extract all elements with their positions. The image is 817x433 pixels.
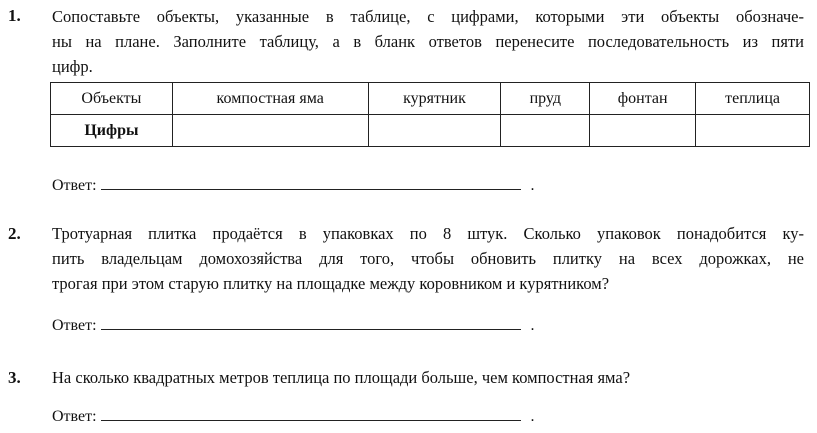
object-cell: пруд bbox=[501, 83, 590, 115]
answer-field[interactable] bbox=[101, 406, 521, 421]
digits-header-cell: Цифры bbox=[51, 115, 173, 147]
task-1-answer bbox=[52, 175, 535, 195]
answer-period: . bbox=[530, 317, 535, 334]
task-3-number: 3. bbox=[8, 368, 21, 387]
digit-input-cell[interactable] bbox=[501, 115, 590, 147]
digit-input-cell[interactable] bbox=[172, 115, 368, 147]
task-3-text bbox=[52, 365, 804, 390]
task-1-text bbox=[52, 4, 804, 79]
answer-label: Ответ: bbox=[52, 177, 97, 194]
task-1-line-2: ны на плане. Заполните таблицу, а в бланк ответов перенесите последовательность из пяти bbox=[52, 32, 804, 51]
task-2-line-2: пить владельцам домохозяйства для того, чтобы обновить плитку на всех дорожках, не bbox=[52, 249, 804, 268]
object-cell: компостная яма bbox=[172, 83, 368, 115]
object-cell: фонтан bbox=[590, 83, 696, 115]
task-2-number: 2. bbox=[8, 224, 21, 243]
task-1-line-1: Сопоставьте объекты, указанные в таблице, с цифрами, которыми эти объекты обозначе- bbox=[52, 7, 804, 26]
table-row-digits bbox=[51, 115, 810, 147]
objects-header-cell: Объекты bbox=[51, 83, 173, 115]
task-3-answer bbox=[52, 406, 535, 426]
answer-label: Ответ: bbox=[52, 317, 97, 334]
answer-field[interactable] bbox=[101, 315, 521, 330]
object-cell: теплица bbox=[696, 83, 810, 115]
task-2-line-1: Тротуарная плитка продаётся в упаковках по 8 штук. Сколько упаковок понадобится ку- bbox=[52, 224, 804, 243]
answer-period: . bbox=[530, 177, 535, 194]
table-row-objects bbox=[51, 83, 810, 115]
task-2-answer bbox=[52, 315, 535, 335]
digit-input-cell[interactable] bbox=[590, 115, 696, 147]
task-1-number: 1. bbox=[8, 6, 21, 25]
answer-field[interactable] bbox=[101, 175, 521, 190]
task-2-line-3: трогая при этом старую плитку на площадке между коровником и курятником? bbox=[52, 274, 610, 293]
answer-label: Ответ: bbox=[52, 408, 97, 425]
objects-digits-table bbox=[50, 82, 810, 147]
digit-input-cell[interactable] bbox=[368, 115, 501, 147]
digit-input-cell[interactable] bbox=[696, 115, 810, 147]
object-cell: курятник bbox=[368, 83, 501, 115]
task-2-text bbox=[52, 221, 804, 296]
answer-period: . bbox=[530, 408, 535, 425]
task-3-line-1: На сколько квадратных метров теплица по площади больше, чем компостная яма? bbox=[52, 368, 631, 387]
task-1-line-3: цифр. bbox=[52, 57, 93, 76]
